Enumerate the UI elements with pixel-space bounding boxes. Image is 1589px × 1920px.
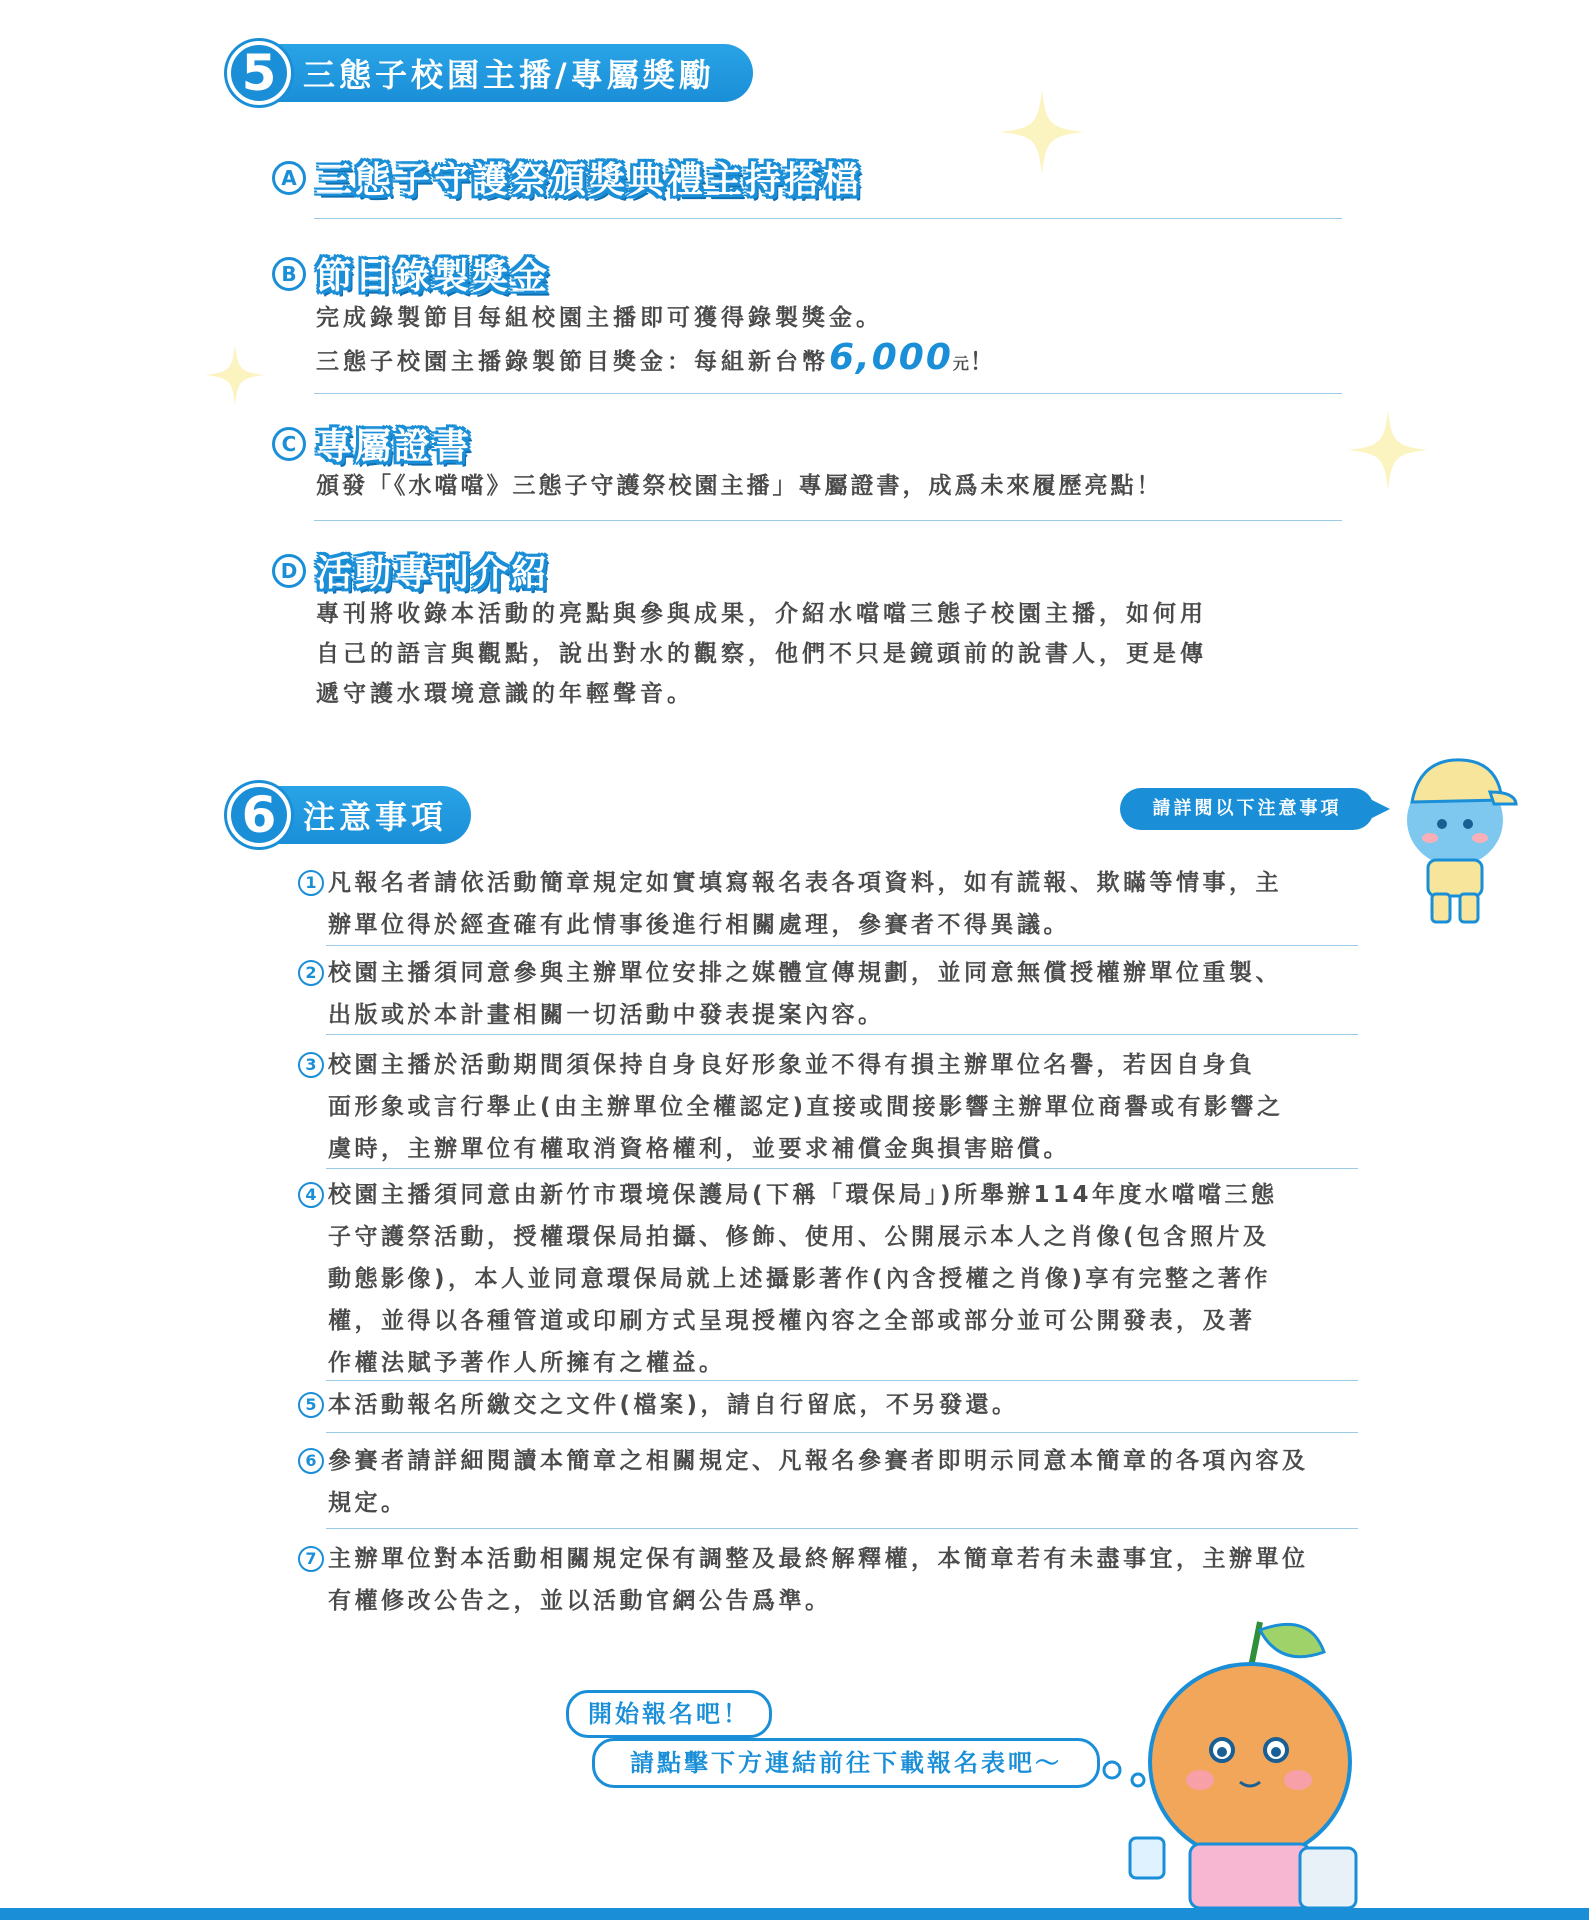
note-number: 1 [298,870,324,896]
notice-callout: 請詳閱以下注意事項 [1120,788,1374,830]
divider [314,393,1342,394]
reward-c-line1: 頒發「《水噹噹》三態子守護祭校園主播」專屬證書，成爲未來履歷亮點！ [316,473,1163,499]
water-drop-mascot [1390,740,1520,930]
section-number: 5 [227,41,291,105]
sparkle-icon [205,345,265,405]
circle-letter: D [272,554,306,588]
note-line: 面形象或言行舉止(由主辦單位全權認定)直接或間接影響主辦單位商譽或有影響之 [328,1094,1284,1120]
note-number: 3 [298,1052,324,1078]
section-title: 注意事項 [303,798,448,836]
prize-amount: 6,000 [829,337,953,378]
prize-unit: 元 [952,354,970,373]
divider [326,1034,1358,1035]
reward-b-line2 [316,338,997,384]
note-number: 7 [298,1546,324,1572]
reward-d-line3: 遞守護水環境意識的年輕聲音。 [316,681,694,707]
note-item [298,1044,1358,1170]
note-line: 主辦單位對本活動相關規定保有調整及最終解釋權，本簡章若有未盡事宜，主辦單位 [328,1546,1309,1572]
section-5-header [233,44,753,102]
note-number: 5 [298,1392,324,1418]
note-number: 4 [298,1182,324,1208]
bottom-bar [0,1908,1589,1920]
sparkle-icon [1348,410,1428,490]
reward-title: 三態子守護祭頒獎典禮主持搭檔 [316,160,863,201]
reward-b-heading [272,248,550,299]
divider [326,1528,1358,1529]
note-number: 2 [298,960,324,986]
note-number: 6 [298,1448,324,1474]
note-line: 權，並得以各種管道或印刷方式呈現授權內容之全部或部分並可公開發表，及著 [328,1308,1256,1334]
reward-c-heading [272,418,472,469]
note-line: 作權法賦予著作人所擁有之權益。 [328,1350,726,1376]
note-line: 規定。 [328,1490,408,1516]
note-line: 本活動報名所繳交之文件(檔案)，請自行留底，不另發還。 [328,1392,1019,1418]
note-item [298,1384,1358,1426]
circle-letter: B [272,257,306,291]
section-6-header [233,786,471,844]
note-line: 參賽者請詳細閱讀本簡章之相關規定、凡報名參賽者即明示同意本簡章的各項內容及 [328,1448,1309,1474]
note-line: 校園主播於活動期間須保持自身良好形象並不得有損主辦單位名譽，若因自身負 [328,1052,1256,1078]
reward-a-heading [272,152,862,203]
reward-b-line2-suffix: ！ [969,349,997,375]
note-item [298,1440,1358,1524]
divider [314,218,1342,219]
note-line: 凡報名者請依活動簡章規定如實填寫報名表各項資料，如有謊報、欺瞞等情事，主 [328,870,1282,896]
note-line: 虞時，主辦單位有權取消資格權利，並要求補償金與損害賠償。 [328,1136,1070,1162]
sparkle-icon [1000,90,1084,174]
reward-d-line1: 專刊將收錄本活動的亮點與參與成果，介紹水噹噹三態子校園主播，如何用 [316,601,1207,627]
divider [326,1168,1358,1169]
circle-letter: A [272,161,306,195]
reward-title: 活動專刊介紹 [316,553,551,594]
orange-mascot [1110,1612,1370,1908]
cta-bubble-line1: 開始報名吧！ [566,1690,772,1738]
reward-b-line1: 完成錄製節目每組校園主播即可獲得錄製獎金。 [316,305,883,331]
divider [326,1432,1358,1433]
note-line: 辦單位得於經查確有此情事後進行相關處理，參賽者不得異議。 [328,912,1070,938]
note-line: 出版或於本計畫相關一切活動中發表提案內容。 [328,1002,885,1028]
note-line: 校園主播須同意參與主辦單位安排之媒體宣傳規劃，並同意無償授權辦單位重製、 [328,960,1282,986]
note-item [298,1538,1358,1622]
note-line: 動態影像)，本人並同意環保局就上述攝影著作(內含授權之肖像)享有完整之著作 [328,1266,1272,1292]
reward-title: 專屬證書 [316,426,473,467]
circle-letter: C [272,427,306,461]
divider [326,945,1358,946]
note-line: 校園主播須同意由新竹市環境保護局(下稱「環保局」)所舉辦114年度水噹噹三態 [328,1182,1278,1208]
note-item [298,862,1358,946]
note-item [298,952,1358,1036]
reward-title: 節目錄製獎金 [316,256,551,297]
cta-bubble-line2[interactable]: 請點擊下方連結前往下載報名表吧～ [592,1738,1100,1788]
reward-d-heading [272,545,550,596]
section-number: 6 [227,783,291,847]
divider [314,520,1342,521]
note-line: 有權修改公告之，並以活動官網公告爲準。 [328,1588,832,1614]
section-title: 三態子校園主播/專屬獎勵 [303,56,715,94]
divider [326,1380,1358,1381]
reward-d-line2: 自己的語言與觀點，說出對水的觀察，他們不只是鏡頭前的說書人，更是傳 [316,641,1207,667]
note-item [298,1174,1358,1384]
reward-b-line2-prefix: 三態子校園主播錄製節目獎金：每組新台幣 [316,349,829,375]
note-line: 子守護祭活動，授權環保局拍攝、修飾、使用、公開展示本人之肖像(包含照片及 [328,1224,1270,1250]
